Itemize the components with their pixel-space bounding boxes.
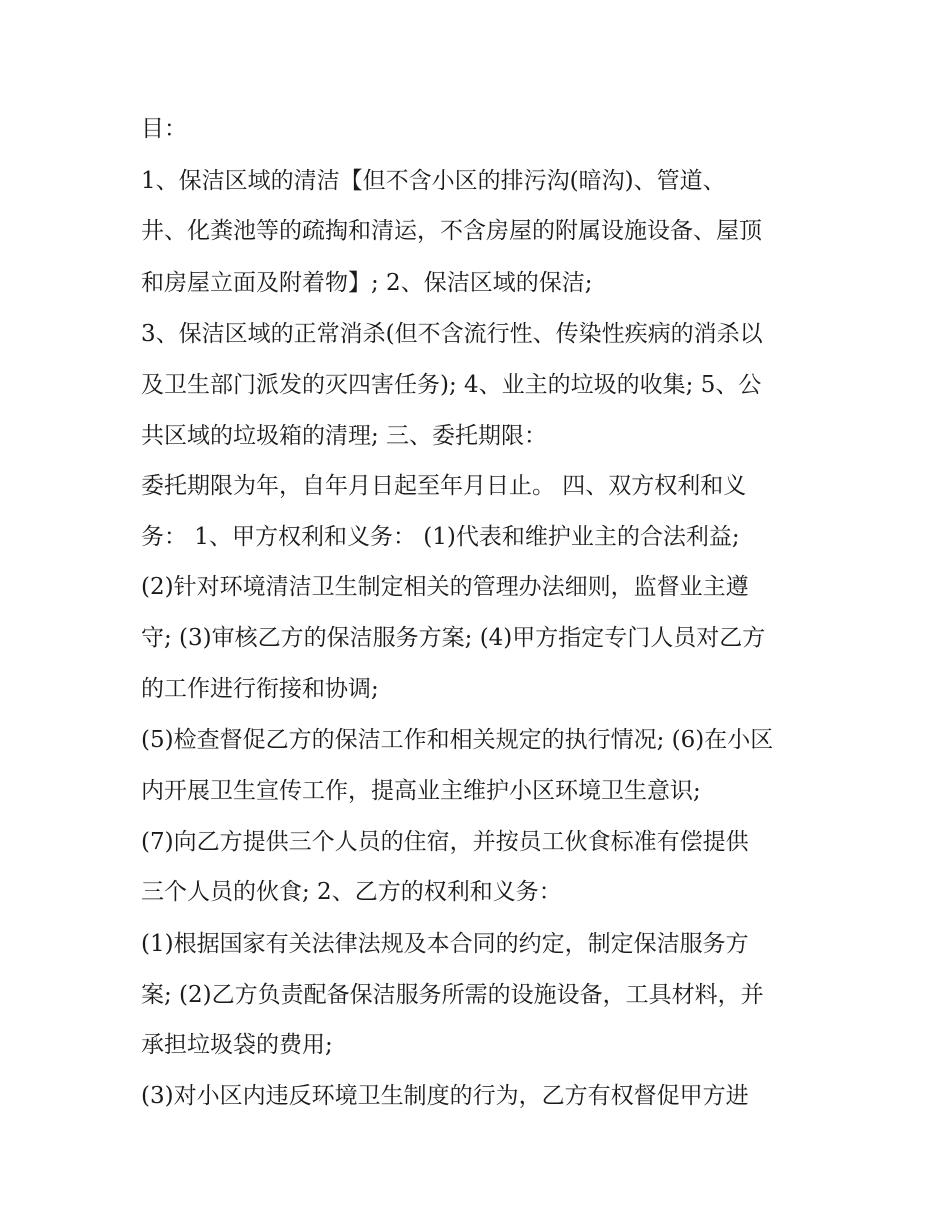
text-line: 内开展卫生宣传工作，提高业主维护小区环境卫生意识; — [141, 778, 701, 804]
text-line: 务： 1、甲方权利和义务： (1)代表和维护业主的合法利益; — [141, 524, 740, 550]
text-line: 承担垃圾袋的费用; — [141, 1032, 333, 1058]
text-line: 守; (3)审核乙方的保洁服务方案; (4)甲方指定专门人员对乙方 — [141, 625, 766, 651]
text-line: (3)对小区内违反环境卫生制度的行为，乙方有权督促甲方进 — [141, 1083, 749, 1109]
text-line: 委托期限为年，自年月日起至年月日止。 四、双方权利和义 — [141, 473, 747, 499]
text-line: 目： — [141, 116, 187, 142]
text-line: 三个人员的伙食; 2、乙方的权利和义务： — [141, 879, 562, 905]
text-line: 和房屋立面及附着物】; 2、保洁区域的保洁; — [141, 270, 593, 296]
text-line: 及卫生部门派发的灭四害任务); 4、业主的垃圾的收集; 5、公 — [141, 372, 762, 398]
text-line: (1)根据国家有关法律法规及本合同的约定，制定保洁服务方 — [141, 931, 749, 957]
text-line: 3、保洁区域的正常消杀(但不含流行性、传染性疾病的消杀以 — [141, 321, 763, 347]
text-line: 井、化粪池等的疏掏和清运，不含房屋的附属设施设备、屋顶 — [141, 218, 762, 244]
text-line: 的工作进行衔接和协调; — [141, 676, 379, 702]
text-line: (2)针对环境清洁卫生制定相关的管理办法细则，监督业主遵 — [141, 574, 749, 600]
text-line: 共区域的垃圾箱的清理; 三、委托期限： — [141, 423, 548, 449]
text-line: 1、保洁区域的清洁【但不含小区的排污沟(暗沟)、管道、 — [141, 168, 726, 194]
text-line: (5)检查督促乙方的保洁工作和相关规定的执行情况; (6)在小区 — [141, 727, 774, 753]
text-line: (7)向乙方提供三个人员的住宿，并按员工伙食标准有偿提供 — [141, 829, 749, 855]
text-line: 案; (2)乙方负责配备保洁服务所需的设施设备，工具材料，并 — [141, 982, 764, 1008]
